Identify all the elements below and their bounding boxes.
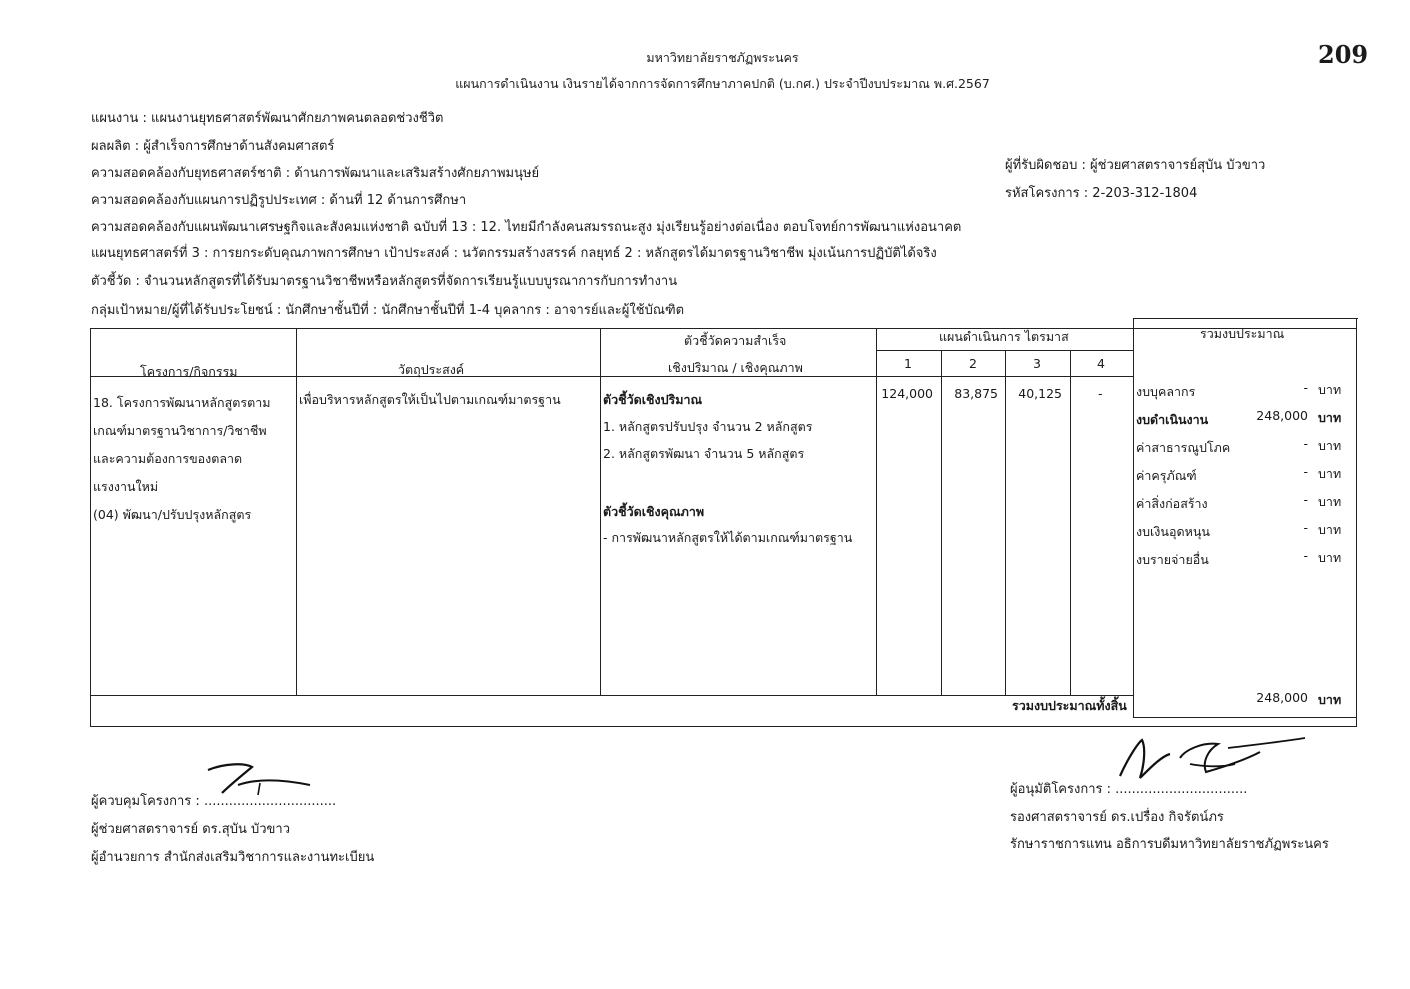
info-strategy-goal: แผนยุทธศาสตร์ที่ 3 : การยกระดับคุณภาพการศึกษา เป้าประสงค์ : นวัตกรรมสร้างสรรค์ กลยุทธ์ 2 : หลักสูตรได้มาตรฐานวิชาชีพ มุ่งเน้นการปฏิบัติได้จริง xyxy=(91,246,937,261)
page-number: 209 xyxy=(1318,40,1369,69)
quarter-1-value: 124,000 xyxy=(881,386,933,401)
quarter-1-header: 1 xyxy=(904,356,912,371)
quarter-4-header: 4 xyxy=(1097,356,1105,371)
budget-item-unit: บาท xyxy=(1318,550,1342,565)
controller-position: ผู้อำนวยการ สำนักส่งเสริมวิชาการและงานทะเบียน xyxy=(91,850,375,865)
quarter-2-value: 83,875 xyxy=(954,386,998,401)
col-project-header: โครงการ/กิจกรรม xyxy=(140,364,238,379)
controller-label: ผู้ควบคุมโครงการ : ................................ xyxy=(91,794,337,809)
total-amount: 248,000 xyxy=(1256,690,1308,705)
info-economic-plan: ความสอดคล้องกับแผนพัฒนาเศรษฐกิจและสังคมแห่งชาติ ฉบับที่ 13 : 12. ไทยมีกำลังคนสมรรถนะสูง มุ่งเรียนรู้อย่างต่อเนื่อง ตอบโจทย์การพัฒนาแห่งอนาคต xyxy=(91,220,962,235)
quant-indicator-item: 2. หลักสูตรพัฒนา จำนวน 5 หลักสูตร xyxy=(603,446,805,461)
controller-name: ผู้ช่วยศาสตราจารย์ ดร.สุบัน บัวขาว xyxy=(91,822,291,837)
budget-item-label: ค่าสาธารณูปโภค xyxy=(1136,440,1231,455)
budget-item-unit: บาท xyxy=(1318,466,1342,481)
budget-item-amount: - xyxy=(1303,492,1308,507)
budget-item-label: งบบุคลากร xyxy=(1136,384,1196,399)
quarter-2-header: 2 xyxy=(969,356,977,371)
info-national-strategy: ความสอดคล้องกับยุทธศาสตร์ชาติ : ด้านการพัฒนาและเสริมสร้างศักยภาพมนุษย์ xyxy=(91,166,540,181)
budget-item-amount: - xyxy=(1303,436,1308,451)
project-line: เกณฑ์มาตรฐานวิชาการ/วิชาชีพ xyxy=(93,423,267,438)
budget-item-unit: บาท xyxy=(1318,382,1342,397)
project-line: และความต้องการของตลาด xyxy=(93,451,243,466)
activity-line: (04) พัฒนา/ปรับปรุงหลักสูตร xyxy=(93,507,252,522)
info-target-group: กลุ่มเป้าหมาย/ผู้ที่ได้รับประโยชน์ : นักศึกษาชั้นปีที่ : นักศึกษาชั้นปีที่ 1-4 บุคลากร : อาจารย์และผู้ใช้บัณฑิต xyxy=(91,303,685,318)
budget-item-unit: บาท xyxy=(1318,494,1342,509)
budget-item-amount: 248,000 xyxy=(1256,408,1308,423)
objective-text: เพื่อบริหารหลักสูตรให้เป็นไปตามเกณฑ์มาตรฐาน xyxy=(299,392,561,407)
budget-item-unit: บาท xyxy=(1318,410,1342,425)
plan-table xyxy=(90,318,1357,727)
budget-item-amount: - xyxy=(1303,520,1308,535)
budget-item-label: งบดำเนินงาน xyxy=(1136,412,1209,427)
col-indicator-subheader: เชิงปริมาณ / เชิงคุณภาพ xyxy=(668,360,803,375)
info-project-code: รหัสโครงการ : 2-203-312-1804 xyxy=(1005,186,1198,201)
info-plan: แผนงาน : แผนงานยุทธศาสตร์พัฒนาศักยภาพคนตลอดช่วงชีวิต xyxy=(91,111,444,126)
qual-indicator-heading: ตัวชี้วัดเชิงคุณภาพ xyxy=(603,504,705,519)
quarter-4-value: - xyxy=(1098,386,1103,401)
approver-position: รักษาราชการแทน อธิการบดีมหาวิทยาลัยราชภัฏพระนคร xyxy=(1010,837,1329,852)
plan-title: แผนการดำเนินงาน เงินรายได้จากการจัดการศึกษาภาคปกติ (บ.กศ.) ประจำปีงบประมาณ พ.ศ.2567 xyxy=(455,76,990,91)
budget-item-amount: - xyxy=(1303,380,1308,395)
budget-item-amount: - xyxy=(1303,548,1308,563)
quant-indicator-heading: ตัวชี้วัดเชิงปริมาณ xyxy=(603,392,703,407)
budget-item-label: ค่าครุภัณฑ์ xyxy=(1136,468,1197,483)
budget-item-amount: - xyxy=(1303,464,1308,479)
project-line: 18. โครงการพัฒนาหลักสูตรตาม xyxy=(93,395,271,410)
budget-item-unit: บาท xyxy=(1318,522,1342,537)
quarter-3-header: 3 xyxy=(1033,356,1041,371)
project-line: แรงงานใหม่ xyxy=(93,479,159,494)
total-label: รวมงบประมาณทั้งสิ้น xyxy=(1012,698,1127,713)
budget-item-label: ค่าสิ่งก่อสร้าง xyxy=(1136,496,1208,511)
col-objective-header: วัตถุประสงค์ xyxy=(398,362,465,377)
info-output: ผลผลิต : ผู้สำเร็จการศึกษาด้านสังคมศาสตร์ xyxy=(91,139,335,154)
info-indicator: ตัวชี้วัด : จำนวนหลักสูตรที่ได้รับมาตรฐานวิชาชีพหรือหลักสูตรที่จัดการเรียนรู้แบบบูรณาการกับการทำงาน xyxy=(91,274,678,289)
budget-item-label: งบรายจ่ายอื่น xyxy=(1136,552,1209,567)
col-budget-header: รวมงบประมาณ xyxy=(1200,326,1285,341)
col-quarter-plan-header: แผนดำเนินการ ไตรมาส xyxy=(939,329,1069,344)
total-unit: บาท xyxy=(1318,692,1342,707)
budget-item-label: งบเงินอุดหนุน xyxy=(1136,524,1210,539)
quant-indicator-item: 1. หลักสูตรปรับปรุง จำนวน 2 หลักสูตร xyxy=(603,419,813,434)
quarter-3-value: 40,125 xyxy=(1018,386,1062,401)
budget-item-unit: บาท xyxy=(1318,438,1342,453)
info-responsible: ผู้ที่รับผิดชอบ : ผู้ช่วยศาสตราจารย์สุบัน บัวขาว xyxy=(1005,158,1266,173)
university-name: มหาวิทยาลัยราชภัฏพระนคร xyxy=(646,50,799,65)
qual-indicator-item: - การพัฒนาหลักสูตรให้ได้ตามเกณฑ์มาตรฐาน xyxy=(603,530,853,545)
approver-name: รองศาสตราจารย์ ดร.เปรื่อง กิจรัตน์ภร xyxy=(1010,810,1224,825)
info-reform-plan: ความสอดคล้องกับแผนการปฏิรูปประเทศ : ด้านที่ 12 ด้านการศึกษา xyxy=(91,193,467,208)
col-indicator-header: ตัวชี้วัดความสำเร็จ xyxy=(684,333,787,348)
approver-label: ผู้อนุมัติโครงการ : ................................ xyxy=(1010,782,1248,797)
